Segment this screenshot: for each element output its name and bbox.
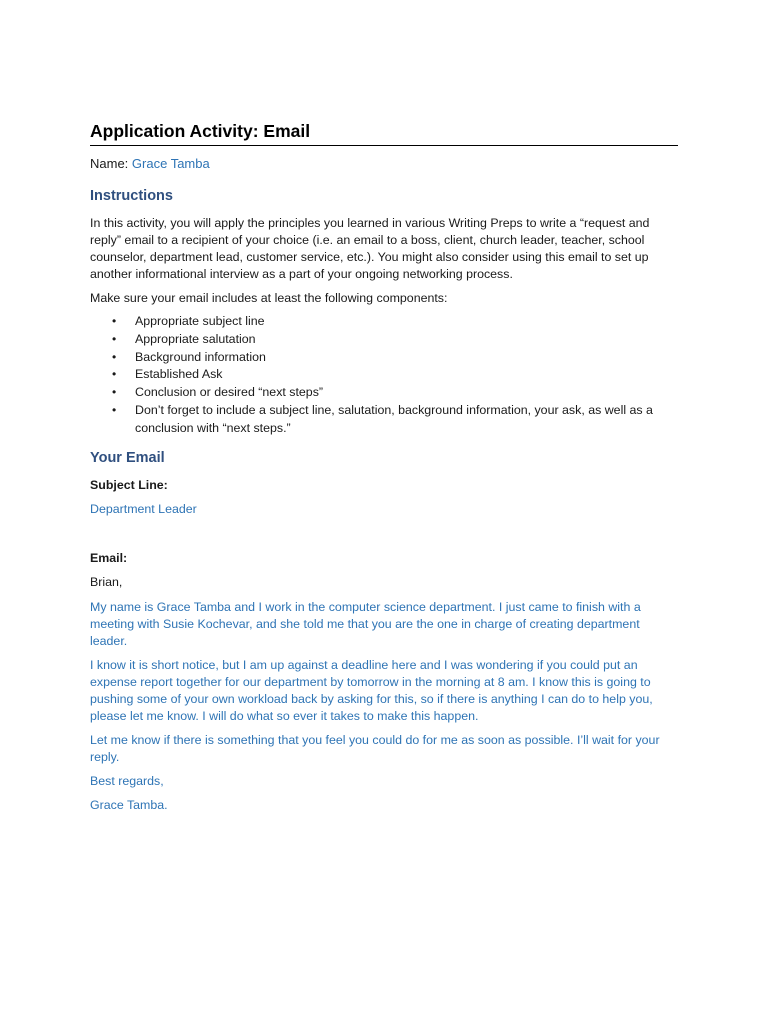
email-body-paragraph: My name is Grace Tamba and I work in the computer science department. I just came to finish with a meeting with Susie Kochevar, and she told me that you are the one in charge of creating department leader. xyxy=(90,599,641,648)
bullet-icon: • xyxy=(112,402,117,417)
list-item xyxy=(112,349,678,367)
subject-line-value: Department Leader xyxy=(90,501,197,516)
list-item-text: Appropriate subject line xyxy=(135,314,265,328)
instructions-text: In this activity, you will apply the principles you learned in various Writing Preps to write a “request and reply” email to a recipient of your choice (i.e. an email to a boss, client, church leader, teacher, school counselor, department lead, customer service, etc.). You might also consider using this email to set up another informational interview as a part of your ongoing networking process. xyxy=(90,216,650,281)
your-email-heading: Your Email xyxy=(90,449,165,466)
list-item xyxy=(112,366,678,384)
email-body-paragraph: I know it is short notice, but I am up against a deadline here and I was wondering if you could put an expense report together for our department by tomorrow in the morning at 8 am. I know this is going to pushing some of your own workload back by asking for this, so if there is anything I can do to help you, please let me know. I will do what so ever it takes to make this happen. xyxy=(90,657,653,723)
name-value: Grace Tamba xyxy=(131,156,210,171)
bullet-icon: • xyxy=(112,314,117,328)
instructions-heading: Instructions xyxy=(90,188,173,204)
list-item xyxy=(112,402,678,438)
email-signature: Grace Tamba. xyxy=(90,797,168,812)
list-item xyxy=(112,313,678,331)
bullet-icon: • xyxy=(112,367,117,382)
list-item-text: Conclusion or desired “next steps” xyxy=(135,385,324,400)
email-label: Email: xyxy=(90,550,128,565)
name-label: Name: xyxy=(90,156,129,171)
email-closing: Best regards, xyxy=(90,773,164,788)
list-item-text: Background information xyxy=(135,349,266,364)
components-intro: Make sure your email includes at least the following components: xyxy=(90,291,448,305)
bullet-icon: • xyxy=(112,331,117,346)
list-item-text: Don’t forget to include a subject line, salutation, background information, your ask, as well as a conclusion with “next steps.” xyxy=(135,402,653,435)
name-line xyxy=(90,156,678,172)
components-list xyxy=(90,313,678,438)
document-page xyxy=(90,120,678,814)
list-item-text: Appropriate salutation xyxy=(135,331,256,346)
document-title: Application Activity: Email xyxy=(90,120,678,146)
list-item xyxy=(112,331,678,349)
email-body-paragraph: Let me know if there is something that you feel you could do for me as soon as possible. I’ll wait for your reply. xyxy=(90,732,660,764)
list-item xyxy=(112,384,678,402)
subject-line-label: Subject Line: xyxy=(90,477,168,492)
bullet-icon: • xyxy=(112,349,117,364)
bullet-icon: • xyxy=(112,385,117,400)
list-item-text: Established Ask xyxy=(135,367,223,382)
email-greeting: Brian, xyxy=(90,574,123,589)
